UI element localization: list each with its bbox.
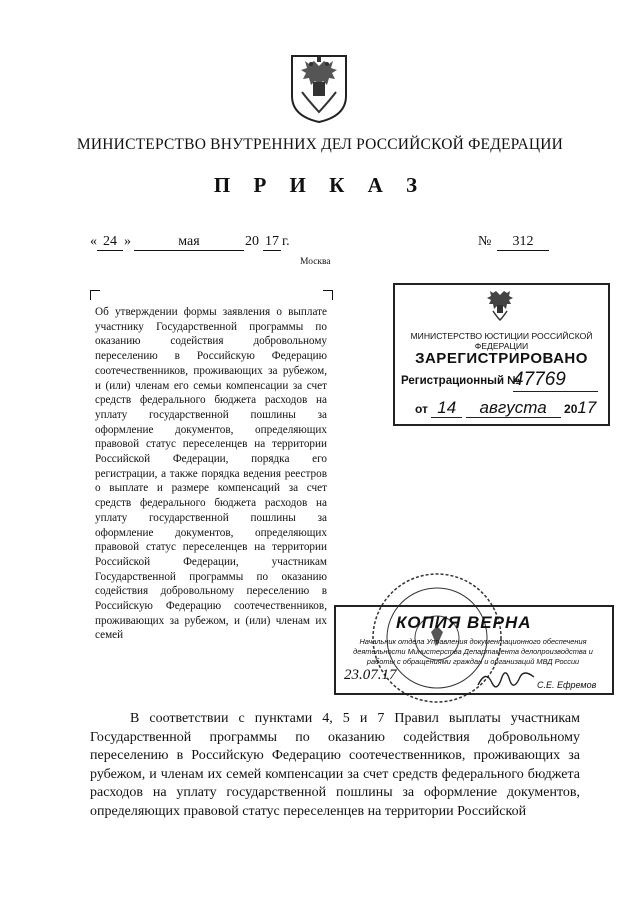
registration-number-label: Регистрационный № <box>401 375 521 387</box>
title-corner-right <box>323 290 333 300</box>
date-year-prefix: 20 <box>245 234 259 249</box>
registration-date-year: 17 <box>577 398 597 417</box>
date-day: 24 <box>97 234 123 251</box>
copy-verified-stamp <box>334 605 614 695</box>
signature-icon <box>476 669 536 691</box>
date-month: мая <box>134 234 244 251</box>
order-number: 312 <box>497 234 549 251</box>
coat-of-arms-emblem <box>288 52 350 124</box>
copy-stamp-signer: С.Е. Ефремов <box>537 680 597 690</box>
order-number-label: № <box>478 234 492 249</box>
registration-date <box>415 398 596 418</box>
date-year-suffix: 17 <box>265 234 279 249</box>
title-corner-left <box>90 290 100 300</box>
registration-ministry: МИНИСТЕРСТВО ЮСТИЦИИ РОССИЙСКОЙ ФЕДЕРАЦИИ <box>410 331 593 351</box>
order-title: Об утверждении формы заявления о выплате участнику Государственной программы по оказанию содействия добровольному переселению в Российскую Федерацию соотечественников, проживающих за рубежом, и (или) членам его семьи компенсации за счет средств федерального бюджета расходов на уплату государственной пошлины за оформление документов, определяющих правовой статус переселенцев на территории Российской Федерации, порядка его регистрации, а также порядка ведения реестров о выплате и размере компенсаций за счет средств федерального бюджета расходов на уплату государственной пошлины за оформление документов, определяющих правовой статус переселенцев на территории Российской Федерации, участникам Государственной программы по оказанию содействия добровольному переселению в Российскую Федерацию соотечественников, проживающих за рубежом, и (или) членам их семей <box>95 306 327 642</box>
ministry-heading: МИНИСТЕРСТВО ВНУТРЕННИХ ДЕЛ РОССИЙСКОЙ ФЕДЕРАЦИИ <box>76 136 564 153</box>
copy-stamp-position: Начальник отдела Управления документационного обеспечения деятельности Министерства Департамента делопроизводства и работы с обращениями граждан и организаций МВД России <box>353 637 593 666</box>
registration-status: ЗАРЕГИСТРИРОВАНО <box>415 350 588 367</box>
eagle-icon <box>483 289 517 321</box>
date-quote-close: » <box>124 234 131 249</box>
registration-stamp <box>393 283 610 426</box>
body-paragraph: В соответствии с пунктами 4, 5 и 7 Правил выплаты участникам Государственной программы по оказанию содействия добровольному переселению в Российскую Федерацию соотечественников, проживающих за рубежом, и членам их семей компенсации за счет средств федерального бюджета расходов на уплату государственной пошлины за оформление документов, определяющих правовой статус переселенцев на территории Российской <box>90 711 580 819</box>
registration-date-month: августа <box>466 398 561 418</box>
registration-date-prefix: от <box>415 402 428 416</box>
copy-stamp-title: КОПИЯ ВЕРНА <box>396 613 532 632</box>
registration-date-year-prefix: 20 <box>564 402 578 416</box>
date-quote-open: « <box>90 234 97 249</box>
copy-stamp-date: 23.07.17 <box>344 667 397 683</box>
registration-date-day: 14 <box>431 398 462 418</box>
registration-number: 47769 <box>513 369 598 392</box>
order-body <box>90 710 580 822</box>
date-year-mark: г. <box>282 234 290 249</box>
city-label: Москва <box>300 257 331 267</box>
document-type-heading: П Р И К А З <box>213 173 427 197</box>
